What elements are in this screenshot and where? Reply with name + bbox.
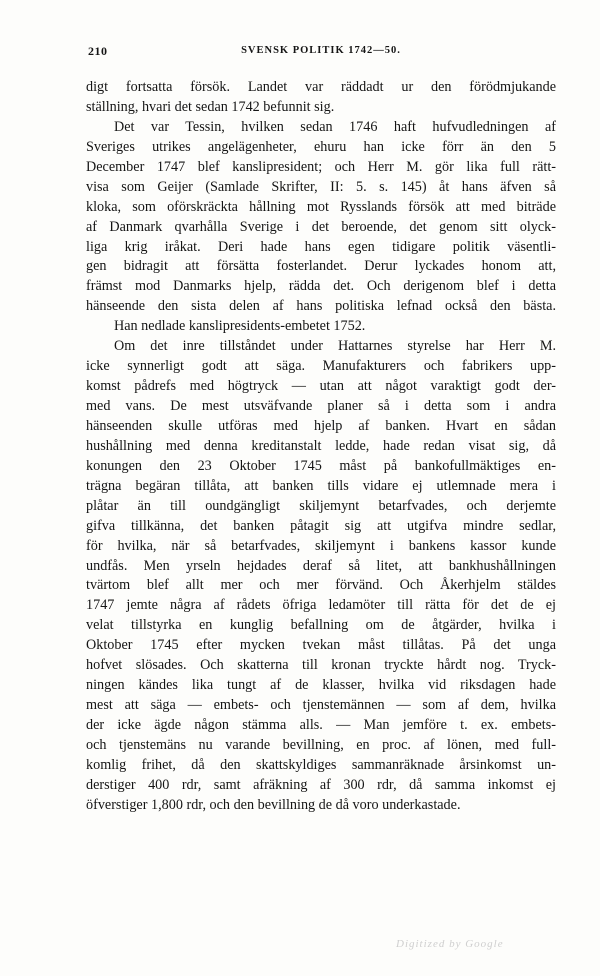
text-line: digt fortsatta försök. Landet var räddadt ur den förödmjukande [86, 79, 556, 95]
text-line: plåtar än till oundgängligt skiljemynt betarfvades, och derjemte [86, 497, 556, 514]
text-line: hofvet slösades. Och skatterna till kronan tryckte hårdt nog. Tryck- [86, 657, 556, 674]
text-line: Om det inre tillståndet under Hattarnes styrelse har Herr M. [114, 338, 556, 355]
text-line: hushållning med denna kreditanstalt ledde, hade redan visat sig, då [86, 437, 556, 454]
text-line: undfås. Men yrseln hejdades deraf så litet, att bankhushållningen [86, 557, 556, 574]
text-line: främst mod Danmarks hjelp, rädda det. Och derigenom blef i detta [86, 278, 556, 295]
text-line: kloka, som oförskräckta hållning mot Rysslands försök att med biträde [86, 198, 556, 215]
text-line: tvärtom blef allt mer och mer förvänd. Och Åkerhjelm stäldes [86, 577, 556, 594]
text-line: hänseende den sista delen af hans politiska lefnad också den bästa. [86, 298, 556, 315]
text-line: och tjenstemäns nu varande bevillning, en proc. af lönen, med full- [86, 736, 556, 753]
text-line: visa som Geijer (Samlade Skrifter, II: 5. s. 145) åt hans äfven så [86, 178, 556, 195]
text-line: derstiger 400 rdr, samt afräkning af 300 rdr, då samma inkomst ej [86, 776, 556, 793]
text-line: icke synnerligt godt att säga. Manufakturers och fabrikers upp- [86, 358, 556, 375]
text-line: gifva tillkänna, det banken påtagit sig att utgifva mindre sedlar, [86, 517, 556, 534]
text-line: komlig frihet, då den skattskyldiges sammanräknade årsinkomst un- [86, 756, 556, 773]
text-body [86, 78, 556, 816]
text-line: Han nedlade kanslipresidents-embetet 1752. [114, 318, 366, 335]
text-line: trägna begäran tillåta, att banken tills vidare ej utlemnade mera i [86, 477, 556, 494]
text-line: 1747 jemte några af rådets öfriga ledamöter till rätta för det de ej [86, 597, 556, 614]
text-line: för hvilka, när så betarfvades, skiljemynt i bankens kassor kunde [86, 537, 556, 554]
text-line: Oktober 1745 efter mycken tvekan måst tillåtas. På det unga [86, 637, 556, 654]
text-line: hänseenden skulle utföras med hjelp af banken. Hvart en sådan [86, 417, 556, 434]
text-line: konungen den 23 Oktober 1745 måst på bankofullmäktiges en- [86, 457, 556, 474]
text-line: af Danmark qvarhålla Sverige i det beroende, det genom sitt olyck- [86, 218, 556, 235]
book-page [86, 44, 556, 816]
text-line: der icke ägde någon stämma alls. — Man jemföre t. ex. embets- [86, 717, 556, 733]
text-line: liga krig iråkat. Deri hade hans egen tidigare politik väsentli- [86, 238, 556, 255]
text-line: ställning, hvari det sedan 1742 befunnit sig. [86, 98, 335, 115]
page-number: 210 [88, 44, 108, 58]
text-line: ningen kändes lika tungt af de klasser, hvilka vid riksdagen hade [86, 677, 556, 694]
digitization-watermark: Digitized by Google [396, 938, 504, 950]
text-line: gen bidragit att försätta fosterlandet. Derur lyckades honom att, [86, 258, 556, 275]
text-line: velat tillstyrka en kunglig befallning om de åtgärder, hvilka i [86, 617, 556, 634]
text-line: komst pådrefs med högtryck — utan att något varaktigt godt der- [86, 378, 556, 395]
text-line: Sveriges utrikes angelägenheter, ehuru han icke förr än den 5 [86, 138, 556, 155]
running-title: SVENSK POLITIK 1742—50. [241, 45, 401, 56]
text-line: Det var Tessin, hvilken sedan 1746 haft hufvudledningen af [114, 118, 556, 135]
text-line: öfverstiger 1,800 rdr, och den bevillning de då voro underkastade. [86, 796, 461, 813]
page-header [86, 44, 556, 64]
text-line: med vans. De mest utsväfvande planer så i detta som i andra [86, 398, 556, 414]
text-line: December 1747 blef kanslipresident; och Herr M. gör lika full rätt- [86, 158, 556, 175]
text-line: mest att säga — embets- och tjenstemännen — som af dem, hvilka [86, 697, 556, 714]
